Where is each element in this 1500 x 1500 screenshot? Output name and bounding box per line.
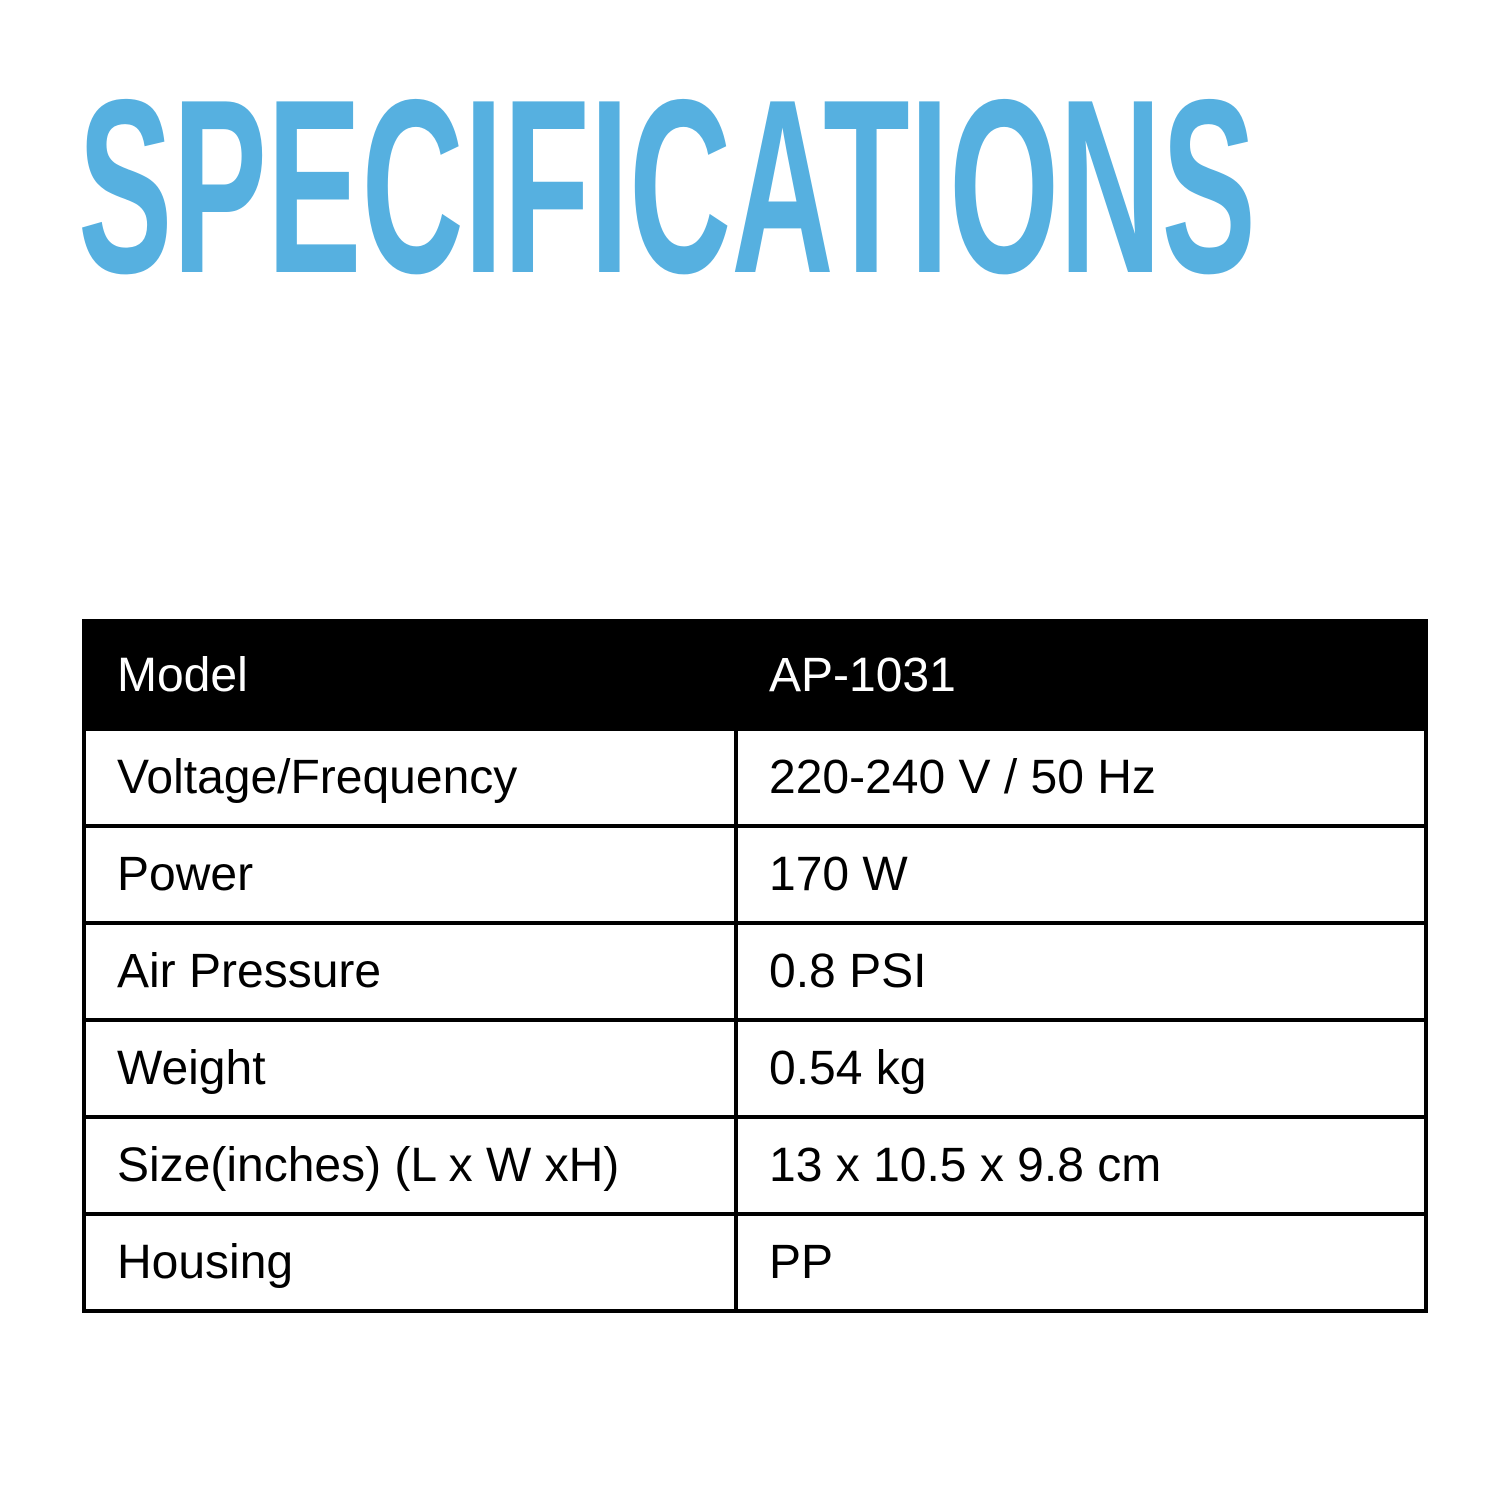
header-value-cell: AP-1031	[736, 621, 1426, 729]
spec-value-cell: 170 W	[736, 826, 1426, 923]
table-row	[84, 1214, 1426, 1311]
spec-label-cell: Size(inches) (L x W xH)	[84, 1117, 736, 1214]
table-row	[84, 729, 1426, 826]
spec-value-cell: PP	[736, 1214, 1426, 1311]
specifications-table	[82, 619, 1428, 1313]
spec-label-cell: Weight	[84, 1020, 736, 1117]
spec-value-cell: 220-240 V / 50 Hz	[736, 729, 1426, 826]
table-row	[84, 923, 1426, 1020]
page-title-text: SPECIFICATIONS	[78, 80, 1256, 280]
table-row	[84, 1117, 1426, 1214]
table-row	[84, 826, 1426, 923]
spec-label-cell: Voltage/Frequency	[84, 729, 736, 826]
spec-value-cell: 0.54 kg	[736, 1020, 1426, 1117]
table-row	[84, 1020, 1426, 1117]
table-header-row	[84, 621, 1426, 729]
spec-value-cell: 0.8 PSI	[736, 923, 1426, 1020]
spec-label-cell: Power	[84, 826, 736, 923]
spec-label-cell: Housing	[84, 1214, 736, 1311]
spec-value-cell: 13 x 10.5 x 9.8 cm	[736, 1117, 1426, 1214]
header-label-cell: Model	[84, 621, 736, 729]
spec-label-cell: Air Pressure	[84, 923, 736, 1020]
page-title	[78, 80, 1258, 280]
